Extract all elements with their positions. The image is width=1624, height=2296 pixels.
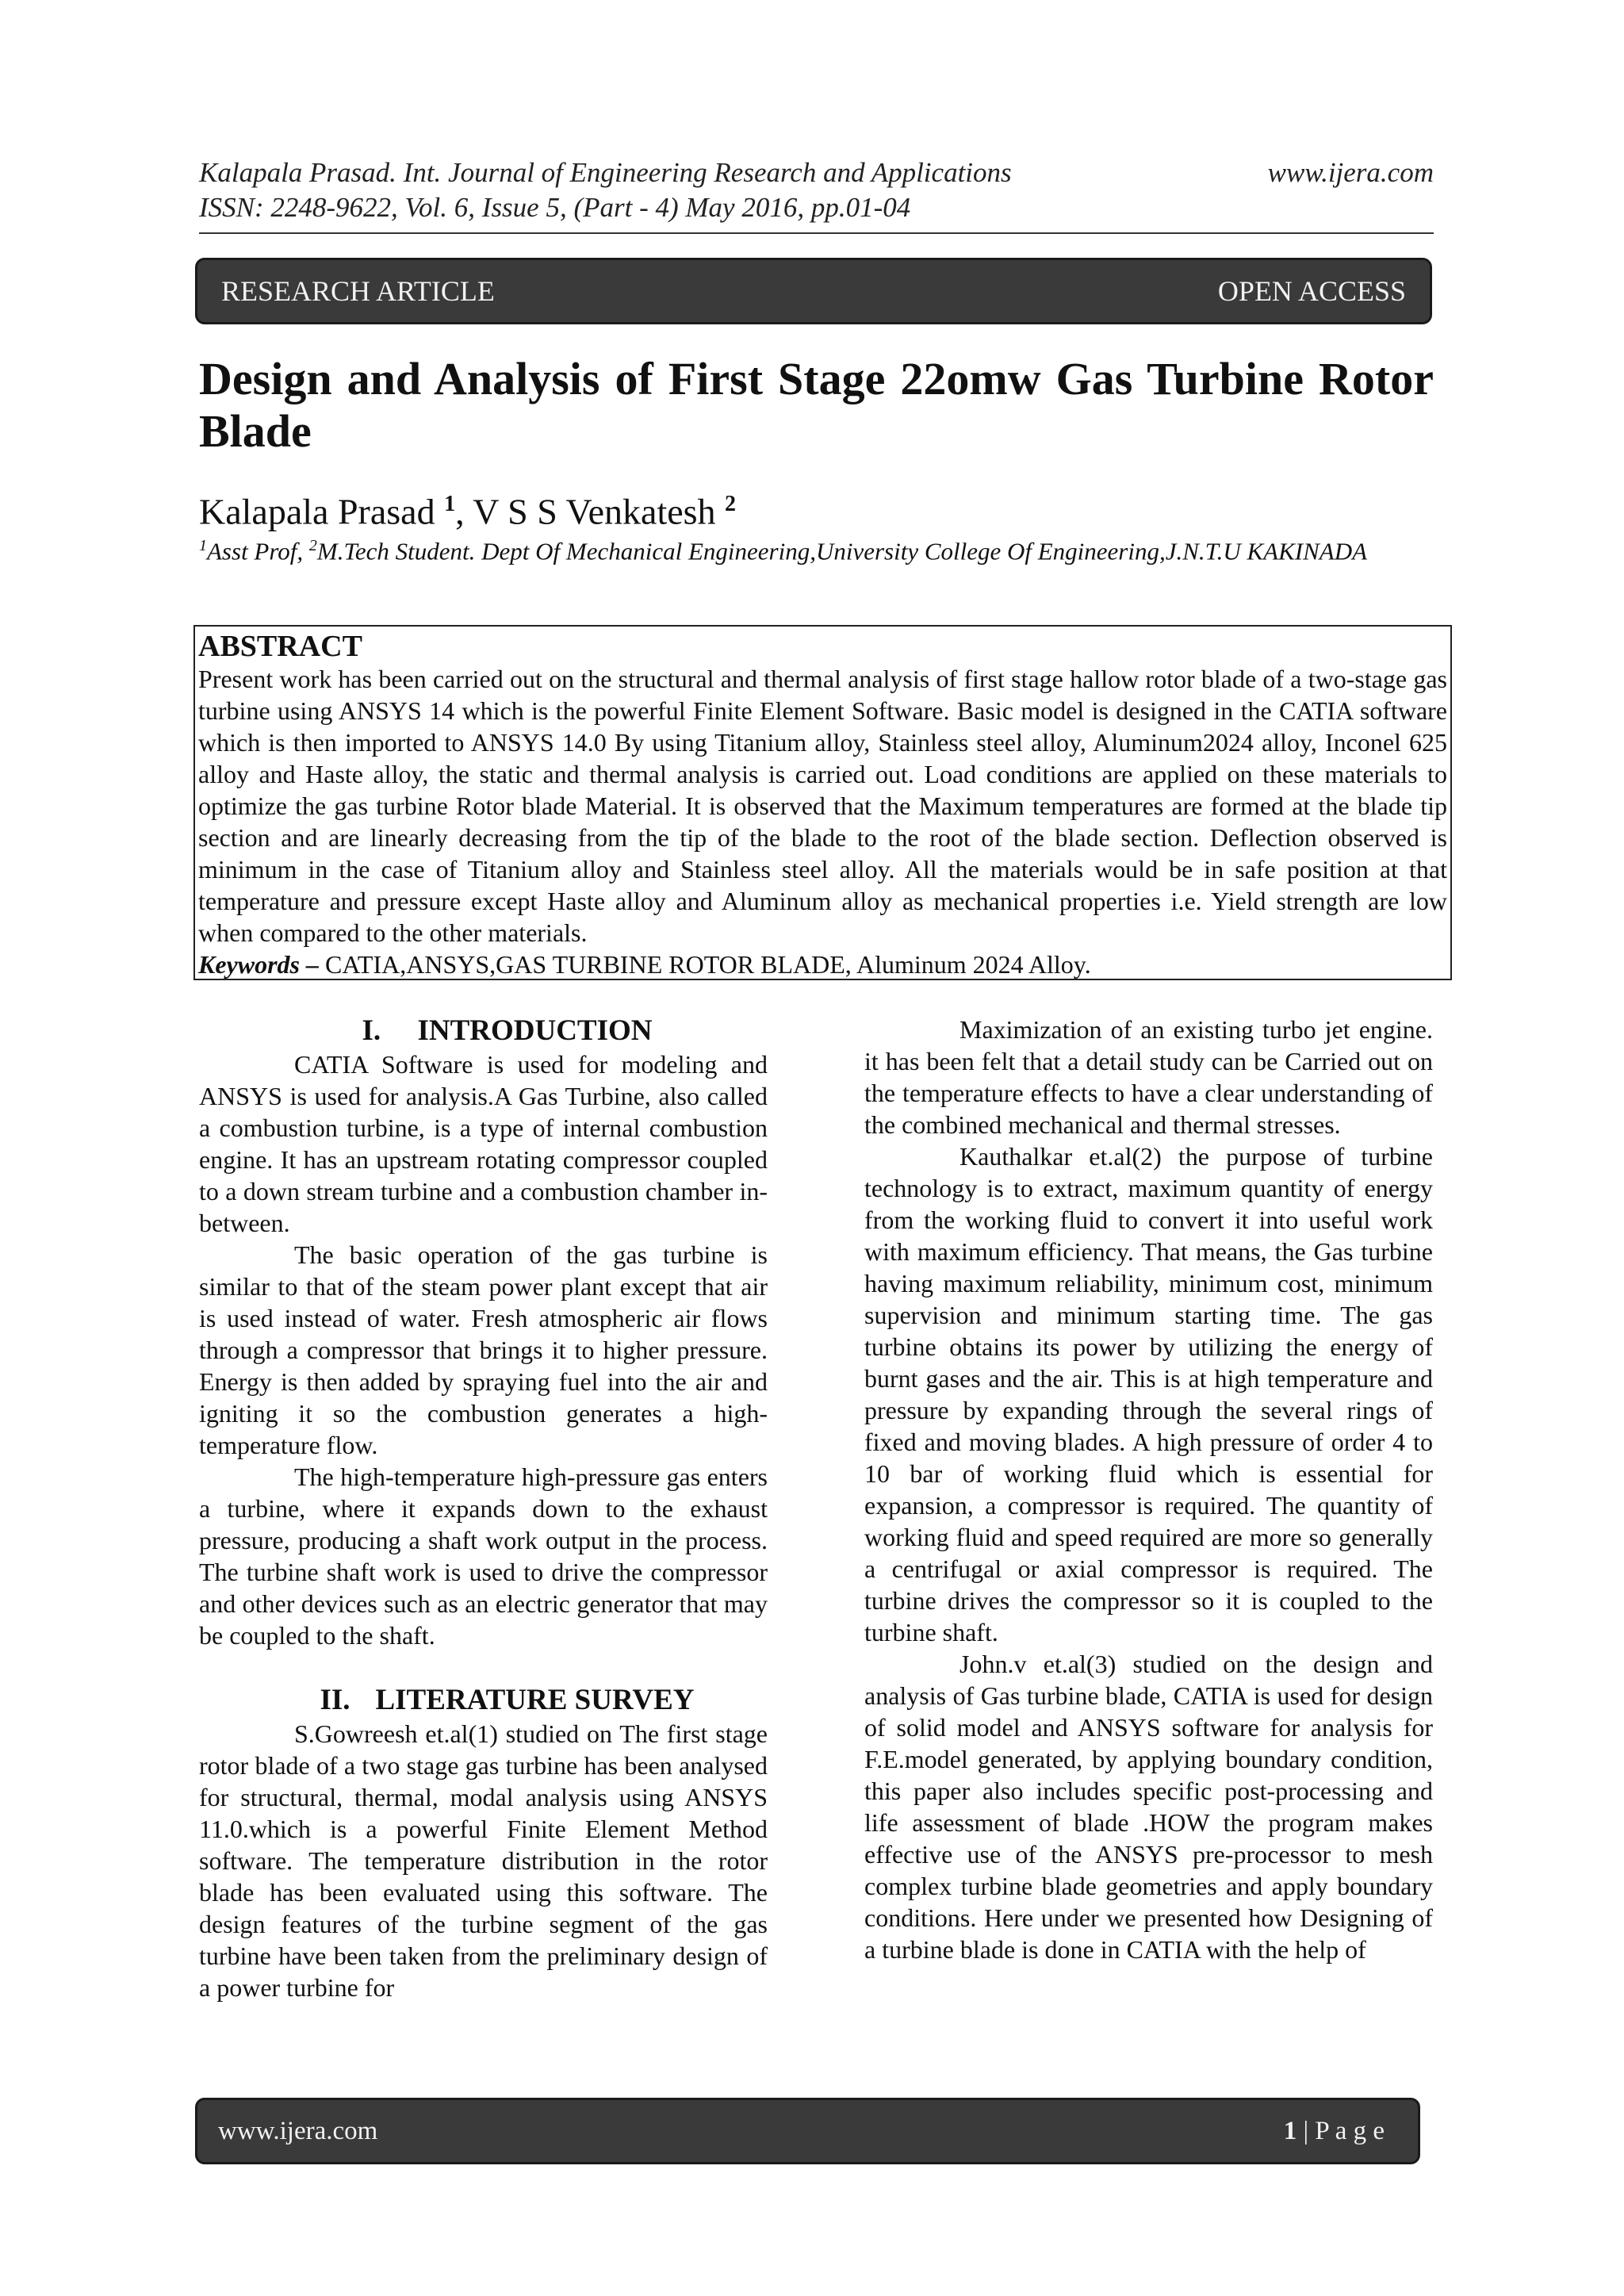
footer-url[interactable]: www.ijera.com (218, 2116, 378, 2145)
author-2: V S S Venkatesh (473, 491, 716, 532)
affiliation-sup-2: 2 (308, 537, 317, 554)
author-1: Kalapala Prasad (199, 491, 435, 532)
keywords-label: Keywords – (198, 950, 319, 979)
section-number: I. (362, 1014, 381, 1047)
abstract-heading: ABSTRACT (198, 630, 362, 663)
header-rule (199, 232, 1434, 234)
article-type-banner (195, 258, 1432, 324)
author-separator: , (455, 491, 473, 532)
page-number (1284, 2117, 1385, 2146)
author-1-superscript: 1 (444, 492, 456, 516)
affiliation-sup-1: 1 (199, 537, 207, 554)
left-column (199, 1014, 768, 2003)
author-2-superscript: 2 (725, 492, 737, 516)
paragraph: CATIA Software is used for modeling and ANSYS is used for analysis.A Gas Turbine, also called a combustion turbine, is a type of internal combustion engine. It has an upstream rotating compressor coupled to a down stream turbine and a combustion chamber in-between. (199, 1050, 768, 1237)
page-number-value: 1 (1283, 2116, 1297, 2145)
right-column (864, 1014, 1433, 1965)
abstract-box (193, 625, 1452, 980)
section-number: II. (320, 1684, 350, 1716)
paragraph: John.v et.al(3) studied on the design and analysis of Gas turbine blade, CATIA is used for design of solid model and ANSYS software for analysis for F.E.model generated, by applying boundary condition, this paper also includes specific post-processing and life assessment of blade .HOW the program makes effective use of the ANSYS pre-processor to mesh complex turbine blade geometries and apply boundary conditions. Here under we presented how Designing of a turbine blade is done in CATIA with the help of (864, 1650, 1433, 1964)
affiliation-text-1: Asst Prof, (207, 537, 309, 565)
paragraph: S.Gowreesh et.al(1) studied on The first stage rotor blade of a two stage gas turbine has been analysed for structural, thermal, modal analysis using ANSYS 11.0.which is a powerful Finite Element Method software. The temperature distribution in the rotor blade has been evaluated using this software. The design features of the turbine segment of the gas turbine have been taken from the preliminary design of a power turbine for (199, 1719, 768, 2002)
page-separator: | (1297, 2116, 1316, 2145)
section-heading-introduction (199, 1014, 768, 1048)
research-article-label: RESEARCH ARTICLE (221, 275, 495, 307)
page-word: P a g e (1315, 2116, 1385, 2145)
paragraph: The high-temperature high-pressure gas enters a turbine, where it expands down to the exhaust pressure, producing a shaft work output in the process. The turbine shaft work is used to drive the compressor and other devices such as an electric generator that may be coupled to the shaft. (199, 1462, 768, 1650)
journal-header-line2: ISSN: 2248-9622, Vol. 6, Issue 5, (Part - 4) May 2016, pp.01-04 (199, 192, 911, 223)
footer-banner (195, 2098, 1420, 2164)
journal-url[interactable]: www.ijera.com (1267, 157, 1434, 188)
paragraph: Maximization of an existing turbo jet engine. it has been felt that a detail study can be Carried out on the temperature effects to have a clear understanding of the combined mechanical and thermal stresses. (864, 1015, 1433, 1139)
paragraph: The basic operation of the gas turbine is similar to that of the steam power plant except that air is used instead of water. Fresh atmospheric air flows through a compressor that brings it to higher pressure. Energy is then added by spraying fuel into the air and igniting it so the combustion generates a high-temperature flow. (199, 1240, 768, 1459)
keywords (198, 949, 1447, 980)
open-access-label: OPEN ACCESS (1217, 275, 1406, 307)
section-heading-literature-survey (199, 1683, 768, 1718)
affiliation (199, 530, 1434, 567)
abstract-body: Present work has been carried out on the structural and thermal analysis of first stage hallow rotor blade of a two-stage gas turbine using ANSYS 14 which is the powerful Finite Element Software. Basic model is designed in the CATIA software which is then imported to ANSYS 14.0 By using Titanium alloy, Stainless steel alloy, Aluminum2024 alloy, Inconel 625 alloy and Haste alloy, the static and thermal analysis is carried out. Load conditions are applied on these materials to optimize the gas turbine Rotor blade Material. It is observed that the Maximum temperatures are formed at the blade tip section and are linearly decreasing from the tip of the blade to the root of the blade section. Deflection observed is minimum in the case of Titanium alloy and Stainless steel alloy. All the materials would be in safe position at that temperature and pressure except Haste alloy and Aluminum alloy as mechanical properties i.e. Yield strength are low when compared to the other materials. (198, 665, 1447, 947)
section-title: INTRODUCTION (417, 1014, 653, 1047)
paragraph: Kauthalkar et.al(2) the purpose of turbine technology is to extract, maximum quantity of energy from the working fluid to convert it into useful work with maximum efficiency. That means, the Gas turbine having maximum reliability, minimum cost, minimum supervision and minimum starting time. The gas turbine obtains its power by utilizing the energy of burnt gases and the air. This is at high temperature and pressure by expanding through the several rings of fixed and moving blades. A high pressure of order 4 to 10 bar of working fluid which is essential for expansion, a compressor is required. The quantity of working fluid and speed required are more so generally a centrifugal or axial compressor is required. The turbine drives the compressor so it is coupled to the turbine shaft. (864, 1142, 1433, 1646)
author-list (199, 482, 736, 534)
journal-header-line1: Kalapala Prasad. Int. Journal of Engineering Research and Applications (199, 157, 1012, 188)
paper-title: Design and Analysis of First Stage 22omw Gas Turbine Rotor Blade (199, 353, 1434, 457)
section-title: LITERATURE SURVEY (375, 1684, 695, 1716)
affiliation-text-2: M.Tech Student. Dept Of Mechanical Engineering,University College Of Engineering,J.N.T.U KAKINADA (316, 537, 1368, 565)
keywords-list: CATIA,ANSYS,GAS TURBINE ROTOR BLADE, Aluminum 2024 Alloy. (319, 950, 1091, 979)
